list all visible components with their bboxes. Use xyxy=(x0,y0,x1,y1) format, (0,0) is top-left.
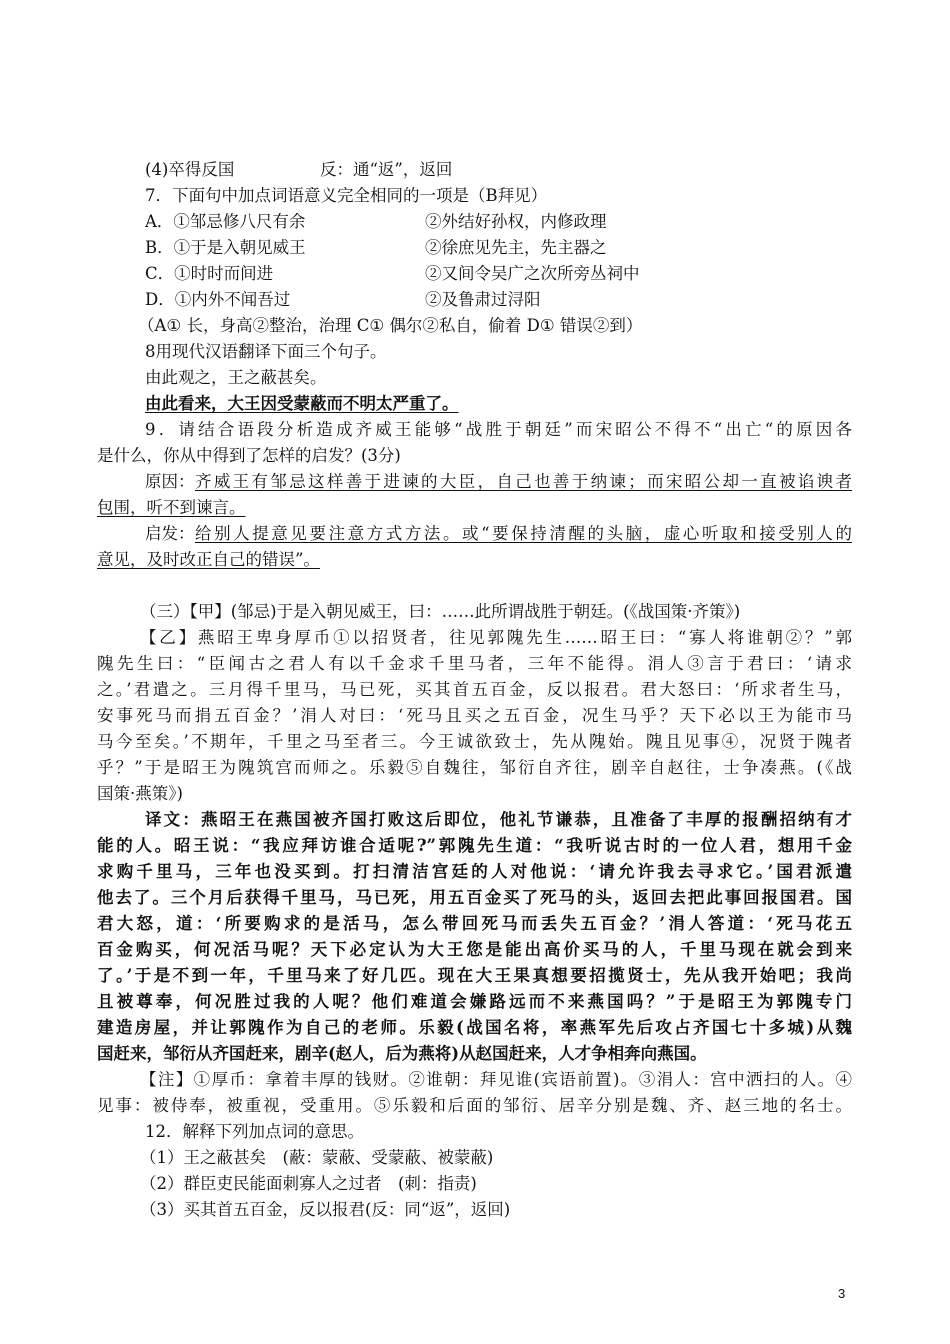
section3-yi-line: 【乙】燕昭王卑身厚币①以招贤者，往见郭隗先生……昭王曰：“寡人将谁朝②？”郭 xyxy=(140,628,852,647)
q8-stem: 8用现代汉语翻译下面三个句子。 xyxy=(145,342,387,361)
section3-yi-line: 马今至矣。’不期年，千里之马至者三。今王诚欲致士，先从隗始。隗且见事④，况贤于隗者 xyxy=(97,732,852,751)
q7-option-d-left: D．①内外不闻吾过 xyxy=(145,290,291,309)
q6-item4-note: 反：通“返”，返回 xyxy=(320,160,453,179)
q7-option-b-left: B．①于是入朝见威王 xyxy=(145,238,306,257)
translation-line: 了。’于是不到一年，千里马来了好几匹。现在大王果真想要招揽贤士，先从我开始吧；我尚 xyxy=(97,966,852,985)
translation-line: 能的人。昭王说：“我应拜访谁合适呢?”郭隗先生道：“我听说古时的一位人君，想用千金 xyxy=(97,836,852,855)
q9-insight-line1: 给别人提意见要注意方式方法。或“要保持清醒的头脑，虚心听取和接受别人的 xyxy=(195,524,852,543)
q12-item: （1）王之蔽甚矣 (蔽：蒙蔽、受蒙蔽、被蒙蔽) xyxy=(140,1148,494,1167)
page-number: 3 xyxy=(838,1286,846,1301)
q7-option-a-right: ②外结好孙权，内修政理 xyxy=(425,212,607,231)
q8-sentence: 由此观之，王之蔽甚矣。 xyxy=(145,368,327,387)
translation-line: 百金购买，何况活马呢？天下必定认为大王您是能出高价买马的人，千里马现在就会到来 xyxy=(97,940,852,959)
translation-line: 求购千里马，三年也没买到。打扫清洁宫廷的人对他说：‘请允许我去寻求它。’国君派遣 xyxy=(97,862,852,881)
section3-yi-line: 隗先生曰：“臣闻古之君人有以千金求千里马者，三年不能得。涓人③言于君曰：‘请求 xyxy=(97,654,852,673)
translation-line: 君大怒，道：‘所要购求的是活马，怎么带回死马而丢失五百金？’涓人答道：‘死马花五 xyxy=(97,914,852,933)
q7-option-c-left: C．①时时而间进 xyxy=(145,264,274,283)
translation-line: 国赶来，邹衍从齐国赶来，剧辛(赵人，后为燕将)从赵国赶来，人才争相奔向燕国。 xyxy=(97,1044,707,1063)
section3-yi-line: 乎？”于是昭王为隗筑宫而师之。乐毅⑤自魏往，邹衍自齐往，剧辛自赵往，士争凑燕。(《战 xyxy=(97,758,852,777)
notes-line: 【注】①厚币：拿着丰厚的钱财。②谁朝：拜见谁(宾语前置)。③涓人：宫中洒扫的人。④ xyxy=(140,1070,852,1089)
q9-insight-line2: 意见，及时改正自己的错误”。 xyxy=(97,550,320,569)
q7-option-a-left: A．①邹忌修八尺有余 xyxy=(145,212,306,231)
q8-answer: 由此看来，大王因受蒙蔽而不明太严重了。 xyxy=(145,394,459,413)
translation-line: 建造房屋，并让郭隗作为自己的老师。乐毅(战国名将，率燕军先后攻占齐国七十多城)从魏 xyxy=(97,1018,852,1037)
translation-line: 他去了。三个月后获得千里马，马已死，用五百金买了死马的头，返回去把此事回报国君。国 xyxy=(97,888,852,907)
translation-line: 译文：燕昭王在燕国被齐国打败这后即位，他礼节谦恭，且准备了丰厚的报酬招纳有才 xyxy=(145,810,852,829)
q7-explanation: （A① 长，身高②整治，治理 C① 偶尔②私自，偷着 D① 错误②到） xyxy=(138,316,643,335)
q9-reason-line1: 齐威王有邹忌这样善于进谏的大臣，自己也善于纳谏；而宋昭公却一直被谄谀者 xyxy=(195,472,852,491)
q9-stem-line2: 是什么，你从中得到了怎样的启发？(3分) xyxy=(97,446,401,465)
q7-stem: 7．下面句中加点词语意义完全相同的一项是（B拜见） xyxy=(145,186,548,205)
section3-jia: （三）【甲】(邹忌)于是入朝见威王，曰：……此所谓战胜于朝廷。(《战国策·齐策》) xyxy=(140,602,741,621)
section3-yi-line: 国策·燕策》) xyxy=(97,784,183,803)
section3-yi-line: 安事死马而捐五百金？’涓人对曰：‘死马且买之五百金，况生马乎？天下必以王为能市马 xyxy=(97,706,852,725)
translation-line: 且被尊奉，何况胜过我的人呢？他们难道会嫌路远而不来燕国吗？”于是昭王为郭隗专门 xyxy=(97,992,852,1011)
q7-option-b-right: ②徐庶见先主，先主器之 xyxy=(425,238,607,257)
q12-item: （3）买其首五百金，反以报君(反：同“返”，返回) xyxy=(140,1200,511,1219)
q12-item: （2）群臣吏民能面刺寡人之过者 (刺：指责) xyxy=(140,1174,477,1193)
notes-line: 见事：被侍奉，被重视，受重用。⑤乐毅和后面的邹衍、居辛分别是魏、齐、赵三地的名士。 xyxy=(97,1096,852,1115)
q7-option-c-right: ②又间令吴广之次所旁丛祠中 xyxy=(425,264,640,283)
section3-yi-line: 之。’君遣之。三月得千里马，马已死，买其首五百金，反以报君。君大怒曰：‘所求者生马， xyxy=(97,680,852,699)
q9-reason-line2: 包围，听不到谏言。 xyxy=(97,498,246,517)
q9-stem-line1: 9．请结合语段分析造成齐威王能够“战胜于朝廷”而宋昭公不得不“出亡“的原因各 xyxy=(145,420,852,439)
q9-insight-label: 启发： xyxy=(145,524,195,543)
q9-reason-label: 原因： xyxy=(145,472,195,491)
q12-stem: 12．解释下列加点词的意思。 xyxy=(145,1122,364,1141)
q7-option-d-right: ②及鲁肃过浔阳 xyxy=(425,290,541,309)
q6-item4-phrase: (4)卒得反国 xyxy=(145,160,235,179)
